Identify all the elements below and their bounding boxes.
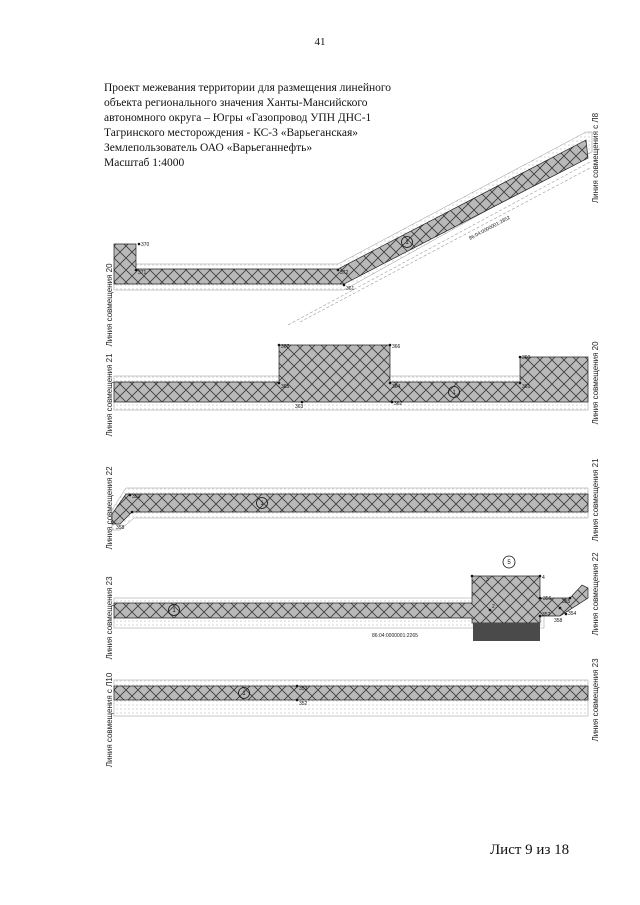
match-line-label: Линия совмещения 22 — [591, 552, 600, 636]
match-line-label: Линия совмещения 20 — [591, 341, 600, 425]
road-line — [300, 168, 590, 322]
right-of-way — [114, 686, 588, 700]
right-of-way — [114, 140, 588, 284]
sheet-number: Лист 9 из 18 — [490, 842, 570, 858]
cadastral-number: 86:04:0000001:2852 — [468, 214, 512, 242]
strip-1 — [105, 112, 600, 346]
match-line-label: Линия совмещения 21 — [591, 458, 600, 542]
point-label: 357 — [542, 612, 551, 618]
point-label: 362 — [394, 401, 403, 407]
point-label: 356 — [543, 596, 552, 602]
point-label: 3 — [486, 577, 489, 583]
scale-label: Масштаб 1:4000 — [104, 157, 185, 169]
point-label: 353 — [299, 686, 308, 692]
match-line-label: Линия совмещения 22 — [105, 466, 114, 550]
right-of-way — [114, 345, 588, 402]
strip-3 — [105, 458, 600, 550]
road-line — [288, 162, 590, 325]
point-label: 358 — [554, 618, 563, 624]
match-line-label: Линия совмещения с Л10 — [105, 672, 114, 768]
zone-number: 1 — [260, 501, 264, 507]
zone-number: 1 — [172, 608, 176, 614]
point-label: 370 — [141, 242, 150, 248]
point-label: 358 — [116, 525, 125, 531]
zone-number: 5 — [507, 560, 511, 566]
point-label: 355 — [562, 599, 571, 605]
zone-number: 1 — [405, 240, 409, 246]
zone-number: 1 — [242, 691, 246, 697]
header-line: Землепользователь ОАО «Варьеганнефть» — [104, 142, 313, 154]
point-label: 360 — [522, 355, 531, 361]
match-line-label: Линия совмещения с Л8 — [591, 112, 600, 204]
point-label: 363 — [295, 404, 304, 410]
match-line-label: Линия совмещения 23 — [591, 658, 600, 742]
strip-2 — [105, 341, 600, 437]
point-label: 366 — [392, 344, 401, 350]
point-label: 4 — [542, 575, 545, 581]
point-label: 364 — [392, 384, 401, 390]
point-label: 359 — [132, 494, 141, 500]
point-label: 361 — [522, 384, 531, 390]
point-label: 2 — [492, 604, 495, 610]
header-line: объекта регионального значения Ханты-Мансийского — [104, 97, 368, 109]
point-label: 361 — [346, 286, 355, 292]
point-label: 354 — [568, 611, 577, 617]
zone-number: 1 — [452, 390, 456, 396]
point-label: 371 — [138, 270, 147, 276]
dark-parcel — [473, 623, 540, 641]
header-line: автономного округа – Югры «Газопровод УПН ДНС-1 — [104, 112, 372, 124]
header-line: Проект межевания территории для размещения линейного — [104, 82, 392, 94]
point-label: 352 — [299, 701, 308, 707]
point-label: 367 — [281, 344, 290, 350]
right-of-way — [112, 494, 588, 524]
match-line-label: Линия совмещения 20 — [105, 263, 114, 347]
point-label: 365 — [281, 384, 290, 390]
cadastral-number: 86:04:0000001:2265 — [372, 633, 418, 639]
point-label: 372 — [340, 270, 349, 276]
strip-4 — [105, 552, 600, 660]
match-line-label: Линия совмещения 21 — [105, 353, 114, 437]
header-line: Тагринского месторождения - КС-3 «Варьеганская» — [104, 127, 358, 139]
match-line-label: Линия совмещения 23 — [105, 576, 114, 660]
page-number: 41 — [314, 36, 326, 48]
strip-5 — [105, 658, 600, 767]
